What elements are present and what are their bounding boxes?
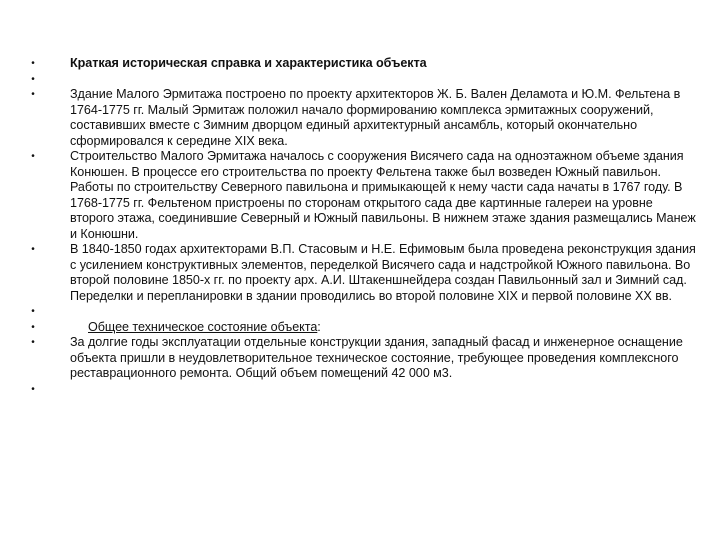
list-item-empty <box>28 382 700 398</box>
empty-line <box>70 304 700 320</box>
list-item-subtitle <box>28 320 700 336</box>
list-item-title <box>28 56 700 72</box>
empty-line <box>70 72 700 88</box>
bullet-icon: • <box>31 321 35 333</box>
bullet-icon: • <box>31 306 35 317</box>
list-item-empty <box>28 72 700 88</box>
bullet-icon: • <box>31 58 35 69</box>
bullet-icon: • <box>31 89 35 100</box>
bullet-icon: • <box>31 73 35 85</box>
bullet-icon: • <box>31 244 35 255</box>
paragraph-history-3: В 1840-1850 годах архитекторами В.П. Стасовым и Н.Е. Ефимовым была проведена реконструкция здания с усилением конструктивных элементов, переделкой Висячего сада и надстройкой Южного павильона. Во второй половине 1850-х гг. по проекту арх. А.И. Штакеншнейдера создан Павильонный зал и Зимний сад. Переделки и перепланировки в здании проводились во второй половине XIX и первой половине XX вв. <box>70 242 696 303</box>
bullet-list <box>28 56 700 397</box>
paragraph-history-2: Строительство Малого Эрмитажа началось с сооружения Висячего сада на одноэтажном объеме здания Конюшен. В процессе его строительства по проекту Фельтена также был возведен Южный павильон. Работы по строительству Северного павильона и примыкающей к нему части сада начаты в 1767 году. В 1768-1775 гг. Фельтеном пристроены по сторонам открытого сада две картинные галереи на уровне второго этажа, соединившие Северный и Южный павильоны. В нижнем этаже здания размещались Манеж и Конюшни. <box>70 149 696 241</box>
subtitle-line <box>70 320 700 336</box>
bullet-icon: • <box>31 151 35 162</box>
section-subtitle: Общее техническое состояние объекта <box>88 319 318 334</box>
list-item-paragraph-2 <box>28 149 700 242</box>
bullet-icon: • <box>31 383 35 395</box>
list-item-empty <box>28 304 700 320</box>
list-item-paragraph-3 <box>28 242 700 304</box>
empty-line <box>70 382 700 398</box>
list-item-paragraph-1 <box>28 87 700 149</box>
paragraph-condition: За долгие годы эксплуатации отдельные конструкции здания, западный фасад и инженерное оснащение объекта пришли в неудовлетворительное техническое состояние, требующее проведения комплексного реставрационного ремонта. Общий объем помещений 42 000 м3. <box>70 335 683 380</box>
subtitle-colon: : <box>317 319 321 334</box>
bullet-icon: • <box>31 337 35 348</box>
section-title: Краткая историческая справка и характеристика объекта <box>70 56 427 70</box>
list-item-condition <box>28 335 700 382</box>
paragraph-history-1: Здание Малого Эрмитажа построено по проекту архитекторов Ж. Б. Вален Деламота и Ю.М. Фельтена в 1764-1775 гг. Малый Эрмитаж положил начало формированию комплекса эрмитажных сооружений, составивших вместе с Зимним дворцом единый архитектурный ансамбль, который окончательно сформировался к середине XIX века. <box>70 87 681 148</box>
